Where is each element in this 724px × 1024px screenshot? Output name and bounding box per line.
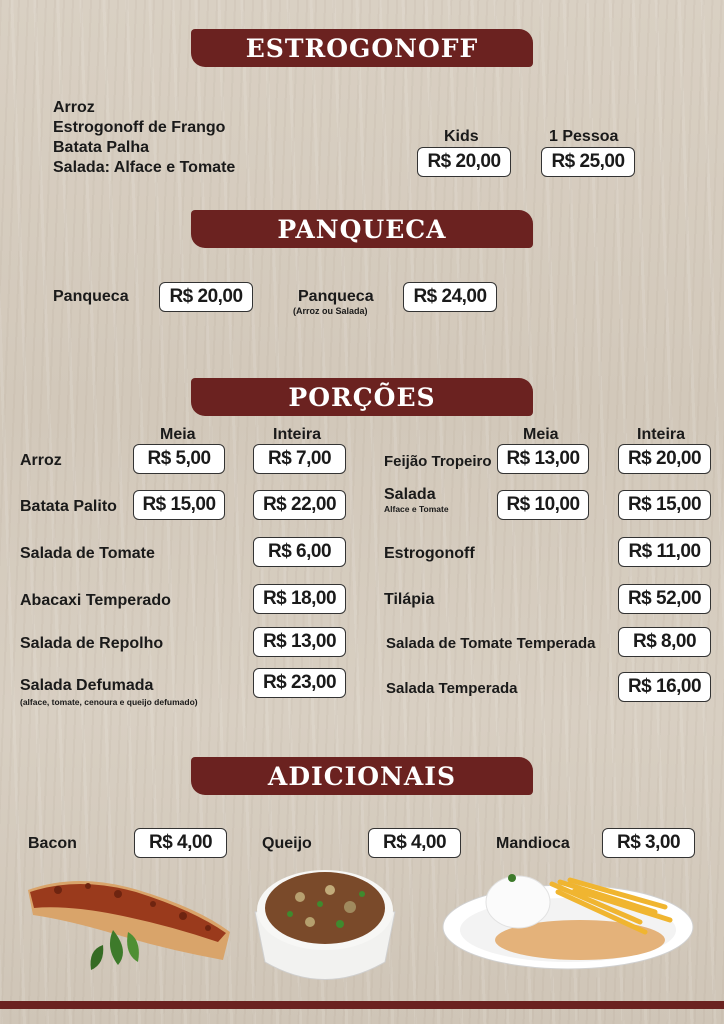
meia-header-left: Meia [160,426,196,443]
porcao-inteira-price: R$ 11,00 [618,537,711,567]
adicional-name: Mandioca [496,835,570,852]
porcao-name: Abacaxi Temperado [20,592,171,609]
porcao-inteira-price: R$ 6,00 [253,537,346,567]
queijo-bowl-image [250,862,400,997]
porcao-meia-price: R$ 13,00 [497,444,589,474]
porcao-meia-price: R$ 15,00 [133,490,225,520]
pessoa-price: R$ 25,00 [541,147,635,177]
porcao-inteira-price: R$ 18,00 [253,584,346,614]
porcao-name: Salada de Tomate [20,545,155,562]
porcao-name: Salada de Tomate Temperada [386,635,596,652]
estrogonoff-ingredient: Arroz [53,99,95,116]
porcao-name: Tilápia [384,591,435,608]
estrogonoff-ingredient: Estrogonoff de Frango [53,119,226,136]
estrogonoff-ingredient: Salada: Alface e Tomate [53,159,236,176]
adicional-name: Bacon [28,835,77,852]
porcao-inteira-price: R$ 15,00 [618,490,711,520]
porcao-inteira-price: R$ 22,00 [253,490,346,520]
porcoes-banner: PORÇÕES [191,378,533,416]
porcao-inteira-price: R$ 7,00 [253,444,346,474]
porcao-inteira-price: R$ 20,00 [618,444,711,474]
adicional-price: R$ 4,00 [134,828,227,858]
bacon-roll-image [18,870,238,985]
porcao-name: Salada de Repolho [20,635,164,652]
porcao-name: Salada [384,486,436,503]
panqueca-completa-label: Panqueca [298,288,374,305]
porcao-note: Alface e Tomate [384,504,449,514]
kids-label: Kids [444,128,479,145]
adicional-name: Queijo [262,835,312,852]
kids-price: R$ 20,00 [417,147,511,177]
porcao-inteira-price: R$ 23,00 [253,668,346,698]
porcao-name: Feijão Tropeiro [384,453,492,470]
inteira-header-left: Inteira [273,426,322,443]
panqueca-banner: PANQUECA [191,210,533,248]
porcao-name: Arroz [20,452,62,469]
porcao-inteira-price: R$ 52,00 [618,584,711,614]
porcao-note: (alface, tomate, cenoura e queijo defumado) [20,697,198,707]
porcao-meia-price: R$ 5,00 [133,444,225,474]
mandioca-plate-image [440,872,696,972]
porcao-name: Salada Temperada [386,680,518,697]
porcao-inteira-price: R$ 13,00 [253,627,346,657]
panqueca-completa-price: R$ 24,00 [403,282,497,312]
porcao-name: Estrogonoff [384,545,475,562]
porcao-inteira-price: R$ 8,00 [618,627,711,657]
porcao-meia-price: R$ 10,00 [497,490,589,520]
estrogonoff-ingredient: Batata Palha [53,139,150,156]
meia-header-right: Meia [523,426,559,443]
adicionais-banner: ADICIONAIS [191,757,533,795]
adicional-price: R$ 4,00 [368,828,461,858]
porcao-name: Batata Palito [20,498,117,515]
pessoa-label: 1 Pessoa [549,128,619,145]
adicional-price: R$ 3,00 [602,828,695,858]
bottom-bar [0,1001,724,1009]
panqueca-label: Panqueca [53,288,129,305]
porcao-name: Salada Defumada [20,677,154,694]
panqueca-note: (Arroz ou Salada) [293,306,368,316]
panqueca-price: R$ 20,00 [159,282,253,312]
inteira-header-right: Inteira [637,426,686,443]
porcao-inteira-price: R$ 16,00 [618,672,711,702]
estrogonoff-banner: ESTROGONOFF [191,29,533,67]
